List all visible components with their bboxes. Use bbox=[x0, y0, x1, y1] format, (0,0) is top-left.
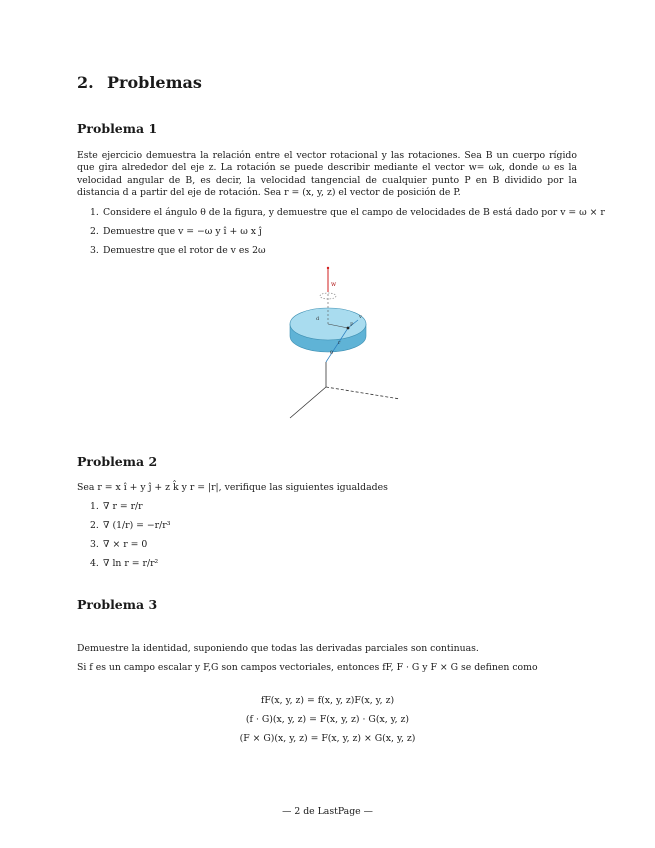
problem1-item-2: 2. Demuestre que v = −ω y î + ω x ĵ bbox=[90, 226, 262, 237]
problem2-item-2: 2. ∇ (1/r) = −r/r³ bbox=[90, 520, 171, 531]
section-number: 2. bbox=[77, 73, 94, 92]
problem1-heading: Problema 1 bbox=[77, 121, 158, 136]
problem3-line2: Si f es un campo escalar y F,G son campos vectoriales, entonces fF, F · G y F × G se definen como bbox=[77, 662, 538, 673]
equation-3: (F × G)(x, y, z) = F(x, y, z) × G(x, y, z) bbox=[239, 733, 416, 744]
x-axis bbox=[290, 387, 326, 418]
problem1-item-1: 1. Considere el ángulo θ de la figura, y demuestre que el campo de velocidades de B está dado por v = ω × r bbox=[90, 207, 605, 218]
problem2-intro: Sea r = x î + y ĵ + z k̂ y r = |r|, verifique las siguientes igualdades bbox=[77, 482, 388, 493]
equation-2: (f · G)(x, y, z) = F(x, y, z) · G(x, y, z) bbox=[245, 714, 410, 725]
problem3-heading: Problema 3 bbox=[77, 597, 158, 612]
equation-1: fF(x, y, z) = f(x, y, z)F(x, y, z) bbox=[260, 695, 395, 706]
label-d: d bbox=[316, 316, 320, 322]
section-title bbox=[77, 73, 202, 92]
point-p bbox=[347, 327, 350, 330]
label-r: r bbox=[338, 340, 341, 346]
label-w: w bbox=[331, 281, 337, 288]
label-v: v bbox=[359, 314, 362, 320]
problem3-line1: Demuestre la identidad, suponiendo que todas las derivadas parciales son continuas. bbox=[77, 643, 479, 654]
section-title-text: Problemas bbox=[107, 73, 202, 92]
problem1-paragraph: Este ejercicio demuestra la relación entre el vector rotacional y las rotaciones. Sea B un cuerpo rígido que gira alrededor del eje z. La rotación se puede describir mediante el vector w= ωk, donde ω es la velocidad angular de B, es decir, la velocidad tangencial de cualquier punto P en B dividido por la distancia d a partir del eje de rotación. Sea r = (x, y, z) el vector de posición de P. bbox=[77, 150, 577, 198]
page-footer: — 2 de LastPage — bbox=[282, 806, 373, 817]
problem2-heading: Problema 2 bbox=[77, 454, 158, 469]
problem2-item-1: 1. ∇ r = r/r bbox=[90, 501, 143, 512]
label-theta: θ bbox=[330, 350, 334, 356]
problem2-item-4: 4. ∇ ln r = r/r² bbox=[90, 558, 159, 569]
problem2-item-3: 3. ∇ × r = 0 bbox=[90, 539, 148, 550]
rotating-disk-figure bbox=[268, 262, 418, 427]
problem1-item-3: 3. Demuestre que el rotor de v es 2ω bbox=[90, 245, 266, 256]
w-vector-tip bbox=[327, 267, 329, 269]
y-axis bbox=[326, 387, 400, 399]
label-p: P bbox=[350, 322, 354, 328]
